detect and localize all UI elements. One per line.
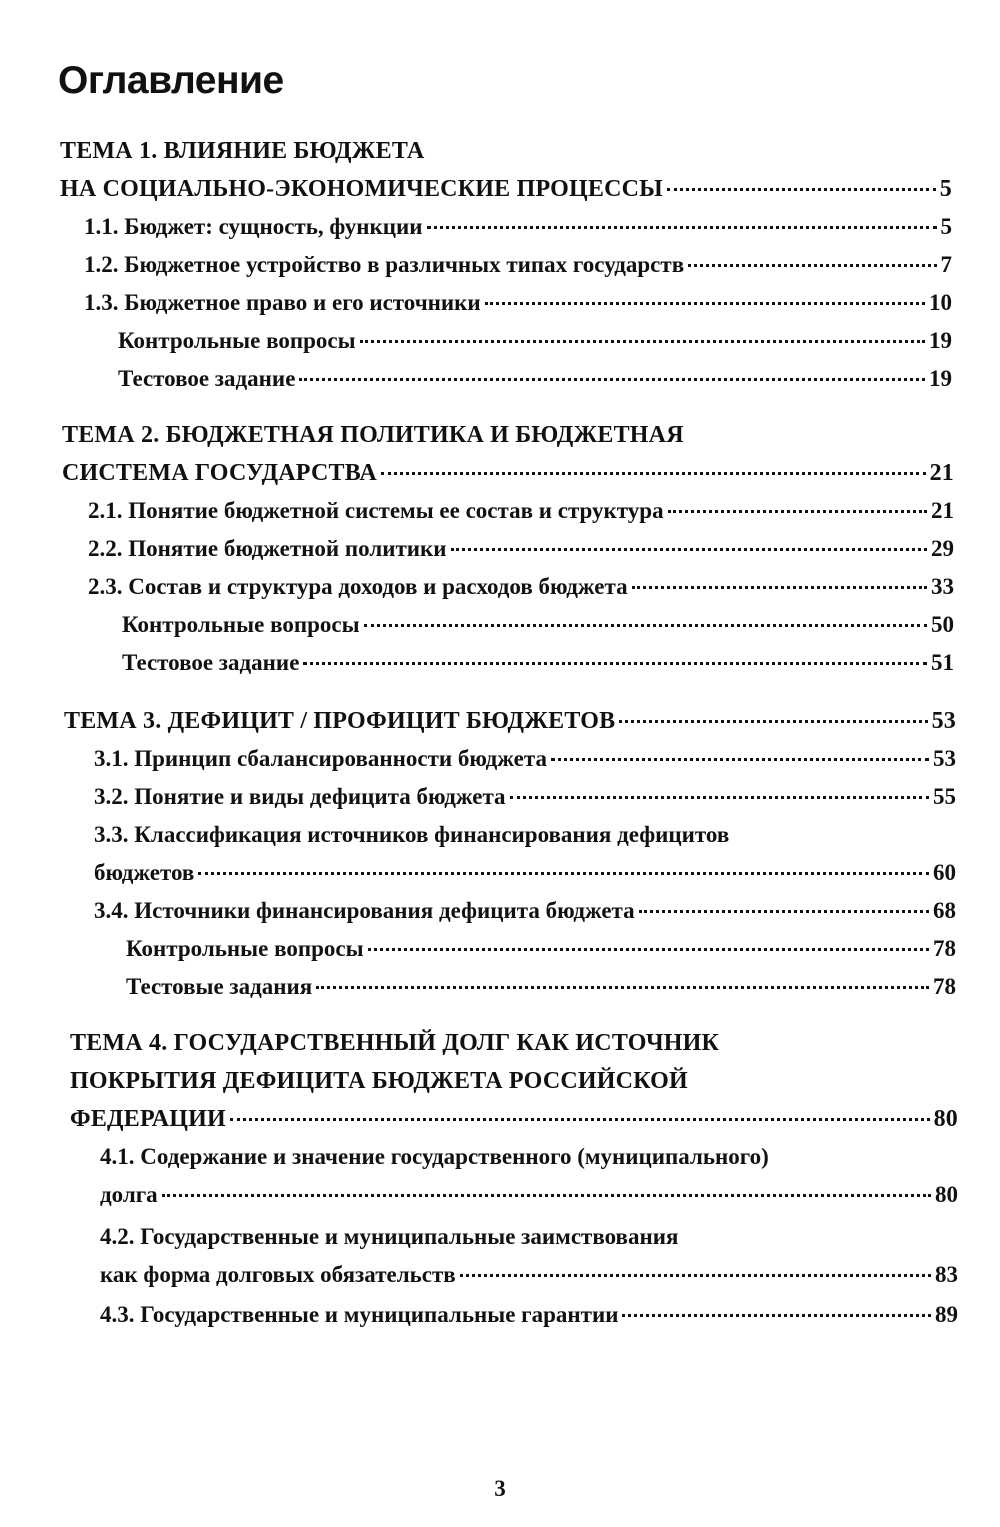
toc-entry-3-test[interactable] [126,968,956,1006]
toc-page-ref: 10 [929,290,952,315]
toc-page-ref: 51 [931,650,954,675]
toc-entry-1-questions[interactable] [118,322,952,360]
toc-entry-3-3-line-1: 3.3. Классификация источников финансирования дефицитов [94,822,730,847]
toc-entry-text: Тестовые задания [126,974,313,999]
dot-leader [368,948,929,951]
dot-leader [688,264,936,267]
toc-entry-text: 3.2. Понятие и виды дефицита бюджета [94,784,506,809]
toc-entry-text: ФЕДЕРАЦИИ [70,1106,226,1132]
dot-leader [230,1118,930,1121]
toc-entry-4-2[interactable] [100,1256,958,1294]
toc-entry-3-questions[interactable] [126,930,956,968]
toc-entry-text: Контрольные вопросы [118,328,356,353]
toc-entry-text: 2.2. Понятие бюджетной политики [88,536,447,561]
page-title: Оглавление [58,59,284,102]
toc-page-ref: 21 [929,460,954,486]
dot-leader [510,796,929,799]
toc-entry-1-3[interactable] [84,284,952,322]
toc-page-ref: 78 [933,974,956,999]
dot-leader [162,1194,931,1197]
toc-topic-4-line-2: ПОКРЫТИЯ ДЕФИЦИТА БЮДЖЕТА РОССИЙСКОЙ [70,1068,688,1094]
toc-entry-1-1[interactable] [84,208,952,246]
dot-leader [639,910,929,913]
dot-leader [303,662,927,665]
toc-entry-text: 1.3. Бюджетное право и его источники [84,290,481,315]
toc-topic-2[interactable] [62,454,954,492]
toc-page-ref: 80 [933,1106,958,1132]
toc-topic-4[interactable] [70,1100,958,1138]
page-number: 3 [494,1476,506,1501]
dot-leader [299,378,925,381]
toc-entry-4-2-line-1: 4.2. Государственные и муниципальные заимствования [100,1224,679,1249]
toc-topic-1-line-1: ТЕМА 1. ВЛИЯНИЕ БЮДЖЕТА [60,138,425,164]
toc-page-ref: 55 [933,784,956,809]
toc-entry-2-3[interactable] [88,568,954,606]
toc-topic-1[interactable] [60,170,952,208]
toc-page-ref: 7 [940,252,952,277]
toc-page-ref: 5 [940,214,952,239]
toc-entry-2-1[interactable] [88,492,954,530]
toc-entry-3-1[interactable] [94,740,956,778]
toc-page-ref: 33 [931,574,954,599]
toc-topic-4-line-1: ТЕМА 4. ГОСУДАРСТВЕННЫЙ ДОЛГ КАК ИСТОЧНИК [70,1030,720,1056]
dot-leader [360,340,925,343]
toc-entry-text: 4.3. Государственные и муниципальные гарантии [100,1302,619,1327]
toc-entry-3-4[interactable] [94,892,956,930]
toc-topic-2-line-1: ТЕМА 2. БЮДЖЕТНАЯ ПОЛИТИКА И БЮДЖЕТНАЯ [62,422,684,448]
toc-page-ref: 83 [935,1262,958,1287]
toc-page-ref: 5 [939,176,952,202]
toc-page-ref: 29 [931,536,954,561]
toc-entry-text: СИСТЕМА ГОСУДАРСТВА [62,460,377,486]
toc-entry-2-2[interactable] [88,530,954,568]
toc-entry-text: бюджетов [94,860,195,885]
toc-page-ref: 80 [935,1182,958,1207]
toc-entry-text: 1.2. Бюджетное устройство в различных типах государств [84,252,685,277]
toc-entry-text: 1.1. Бюджет: сущность, функции [84,214,423,239]
toc-entry-text: 3.1. Принцип сбалансированности бюджета [94,746,547,771]
toc-entry-2-questions[interactable] [122,606,954,644]
toc-entry-text: Контрольные вопросы [126,936,364,961]
dot-leader [619,720,927,723]
dot-leader [427,226,937,229]
toc-topic-3[interactable] [64,702,956,740]
toc-entry-3-2[interactable] [94,778,956,816]
dot-leader [451,548,927,551]
toc-page-ref: 89 [935,1302,958,1327]
toc-entry-text: 2.1. Понятие бюджетной системы ее состав и структура [88,498,664,523]
toc-entry-4-1[interactable] [100,1176,958,1214]
dot-leader [551,758,929,761]
dot-leader [668,510,927,513]
toc-page-ref: 50 [931,612,954,637]
toc-entry-text: НА СОЦИАЛЬНО-ЭКОНОМИЧЕСКИЕ ПРОЦЕССЫ [60,176,663,202]
dot-leader [198,872,929,875]
toc-entry-3-3[interactable] [94,854,956,892]
toc-entry-4-3[interactable] [100,1296,958,1334]
toc-entry-2-test[interactable] [122,644,954,682]
dot-leader [460,1274,931,1277]
toc-page-ref: 21 [931,498,954,523]
dot-leader [667,188,936,191]
toc-page-ref: 53 [931,708,956,734]
toc-entry-1-2[interactable] [84,246,952,284]
toc-entry-text: долга [100,1182,158,1207]
dot-leader [622,1314,931,1317]
dot-leader [381,472,926,475]
toc-entry-1-test[interactable] [118,360,952,398]
toc-entry-4-1-line-1: 4.1. Содержание и значение государственного (муниципального) [100,1144,769,1169]
toc-entry-text: 3.4. Источники финансирования дефицита бюджета [94,898,635,923]
dot-leader [364,624,927,627]
dot-leader [632,586,927,589]
toc-entry-text: 2.3. Состав и структура доходов и расходов бюджета [88,574,628,599]
toc-entry-text: Тестовое задание [118,366,296,391]
toc-entry-text: Тестовое задание [122,650,300,675]
toc-entry-text: как форма долговых обязательств [100,1262,456,1287]
toc-page-ref: 60 [933,860,956,885]
toc-entry-text: Контрольные вопросы [122,612,360,637]
dot-leader [316,986,929,989]
toc-page-ref: 19 [929,328,952,353]
toc-page-ref: 19 [929,366,952,391]
toc-page-ref: 68 [933,898,956,923]
toc-entry-text: ТЕМА 3. ДЕФИЦИТ / ПРОФИЦИТ БЮДЖЕТОВ [64,708,616,734]
toc-page-ref: 53 [933,746,956,771]
toc-page-ref: 78 [933,936,956,961]
dot-leader [485,302,925,305]
